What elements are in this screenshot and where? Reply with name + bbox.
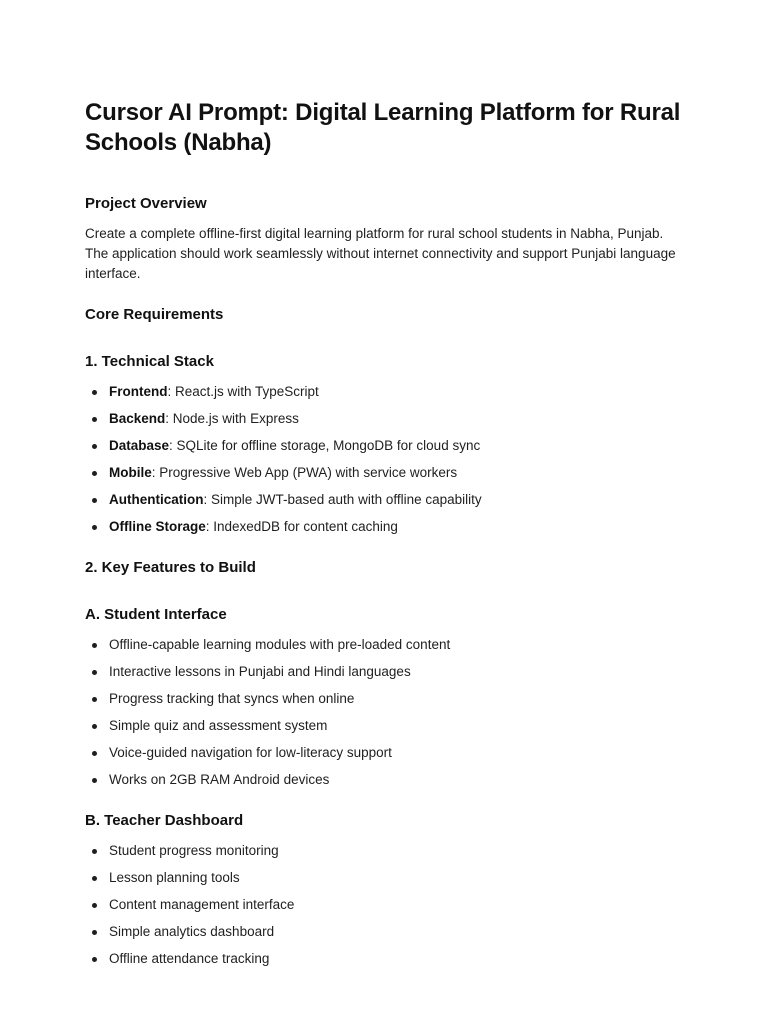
item-label: Mobile — [109, 465, 152, 480]
item-text: Student progress monitoring — [109, 843, 279, 858]
item-text: Voice-guided navigation for low-literacy support — [109, 745, 392, 760]
key-features-heading: 2. Key Features to Build — [85, 559, 256, 576]
item-text: : IndexedDB for content caching — [205, 519, 398, 534]
list-item — [85, 635, 685, 655]
item-text: Offline attendance tracking — [109, 951, 270, 966]
bullet-icon — [92, 417, 97, 422]
project-overview-heading: Project Overview — [85, 195, 207, 212]
teacher-dashboard-list — [85, 841, 685, 969]
list-item — [85, 841, 685, 861]
item-label: Backend — [109, 411, 166, 426]
bullet-icon — [92, 957, 97, 962]
item-text: Works on 2GB RAM Android devices — [109, 772, 330, 787]
document-page — [85, 98, 685, 969]
item-label: Offline Storage — [109, 519, 206, 534]
item-label: Database — [109, 438, 170, 453]
bullet-icon — [92, 670, 97, 675]
bullet-icon — [92, 697, 97, 702]
list-item — [85, 689, 685, 709]
item-label: Authentication — [109, 492, 204, 507]
bullet-icon — [92, 778, 97, 783]
item-text: : React.js with TypeScript — [167, 384, 319, 399]
bullet-icon — [92, 444, 97, 449]
item-text: : Progressive Web App (PWA) with service workers — [151, 465, 458, 480]
item-text: : SQLite for offline storage, MongoDB for cloud sync — [169, 438, 481, 453]
list-item — [85, 436, 685, 456]
bullet-icon — [92, 471, 97, 476]
student-interface-heading: A. Student Interface — [85, 606, 227, 623]
list-item — [85, 868, 685, 888]
item-text: Simple quiz and assessment system — [109, 718, 328, 733]
item-text: Progress tracking that syncs when online — [109, 691, 355, 706]
page-title: Cursor AI Prompt: Digital Learning Platform for Rural Schools (Nabha) — [85, 99, 681, 156]
item-text: : Node.js with Express — [165, 411, 299, 426]
list-item — [85, 716, 685, 736]
list-item — [85, 490, 685, 510]
bullet-icon — [92, 724, 97, 729]
list-item — [85, 922, 685, 942]
list-item — [85, 949, 685, 969]
item-text: : Simple JWT-based auth with offline capability — [203, 492, 482, 507]
list-item — [85, 409, 685, 429]
item-label: Frontend — [109, 384, 168, 399]
item-text: Content management interface — [109, 897, 295, 912]
list-item — [85, 463, 685, 483]
list-item — [85, 517, 685, 537]
bullet-icon — [92, 643, 97, 648]
item-text: Simple analytics dashboard — [109, 924, 275, 939]
technical-stack-heading: 1. Technical Stack — [85, 353, 214, 370]
list-item — [85, 662, 685, 682]
bullet-icon — [92, 390, 97, 395]
item-text: Offline-capable learning modules with pre-loaded content — [109, 637, 451, 652]
list-item — [85, 770, 685, 790]
item-text: Lesson planning tools — [109, 870, 240, 885]
list-item — [85, 382, 685, 402]
item-text: Interactive lessons in Punjabi and Hindi languages — [109, 664, 411, 679]
teacher-dashboard-heading: B. Teacher Dashboard — [85, 812, 244, 829]
bullet-icon — [92, 498, 97, 503]
list-item — [85, 743, 685, 763]
student-interface-list — [85, 635, 685, 790]
list-item — [85, 895, 685, 915]
bullet-icon — [92, 930, 97, 935]
technical-stack-list — [85, 382, 685, 537]
bullet-icon — [92, 876, 97, 881]
bullet-icon — [92, 849, 97, 854]
bullet-icon — [92, 751, 97, 756]
project-overview-text: Create a complete offline-first digital learning platform for rural school students in Nabha, Punjab. The application should work seamlessly without internet connectivity and support Punjabi language interface. — [85, 226, 676, 281]
bullet-icon — [92, 525, 97, 530]
core-requirements-heading: Core Requirements — [85, 306, 224, 323]
bullet-icon — [92, 903, 97, 908]
